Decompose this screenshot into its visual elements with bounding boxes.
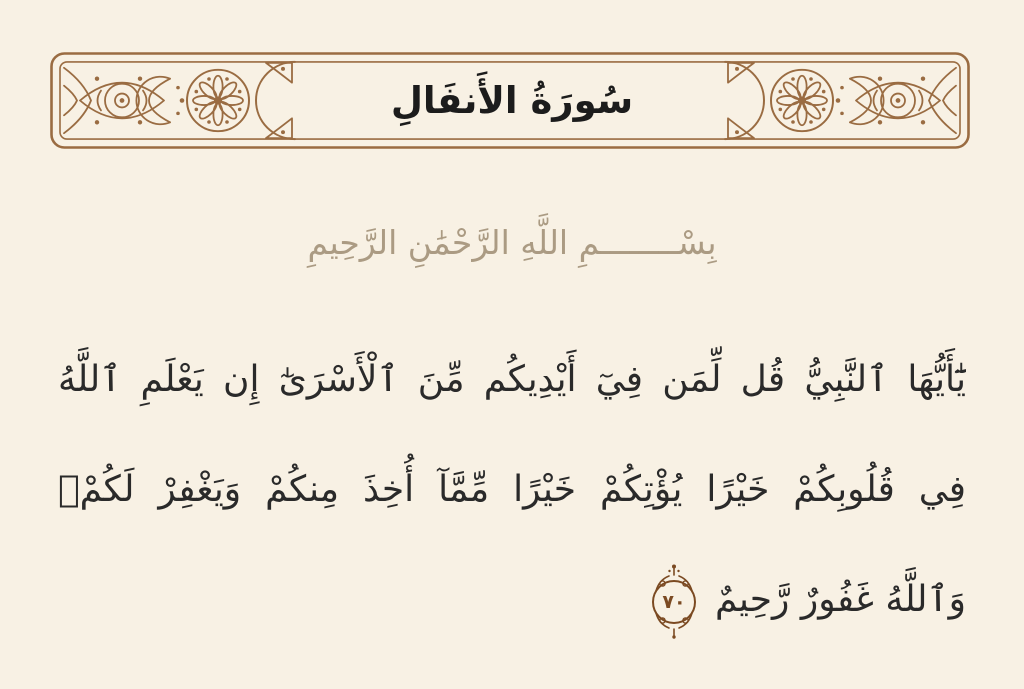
- verse-line-2: فِي قُلُوبِكُمْ خَيْرًا يُؤْتِكُمْ خَيْرًا مِّمَّآ أُخِذَ مِنكُمْ وَيَغْفِرْ لَكُمْۚ: [58, 469, 966, 510]
- surah-title: سُورَةُ الأَنفَالِ: [390, 79, 634, 122]
- ornament-panel: [64, 62, 295, 139]
- bismillah: بِسْــــــــمِ اللَّهِ الرَّحْمَٰنِ الرَّحِيمِ: [307, 223, 717, 262]
- verse-line-3-text: وَٱللَّهُ غَفُورٌ رَّحِيمٌ: [714, 579, 966, 620]
- verse-line-3: [58, 545, 966, 655]
- verse-number-marker: [647, 560, 701, 642]
- verse-number: ٧٠: [662, 591, 686, 613]
- verse-line-1: يَٰٓأَيُّهَا ٱلنَّبِيُّ قُل لِّمَن فِيٓ أَيْدِيكُم مِّنَ ٱلْأَسْرَىٰٓ إِن يَعْلَمِ ٱللَّهُ: [58, 359, 966, 400]
- verse-text: [58, 325, 966, 655]
